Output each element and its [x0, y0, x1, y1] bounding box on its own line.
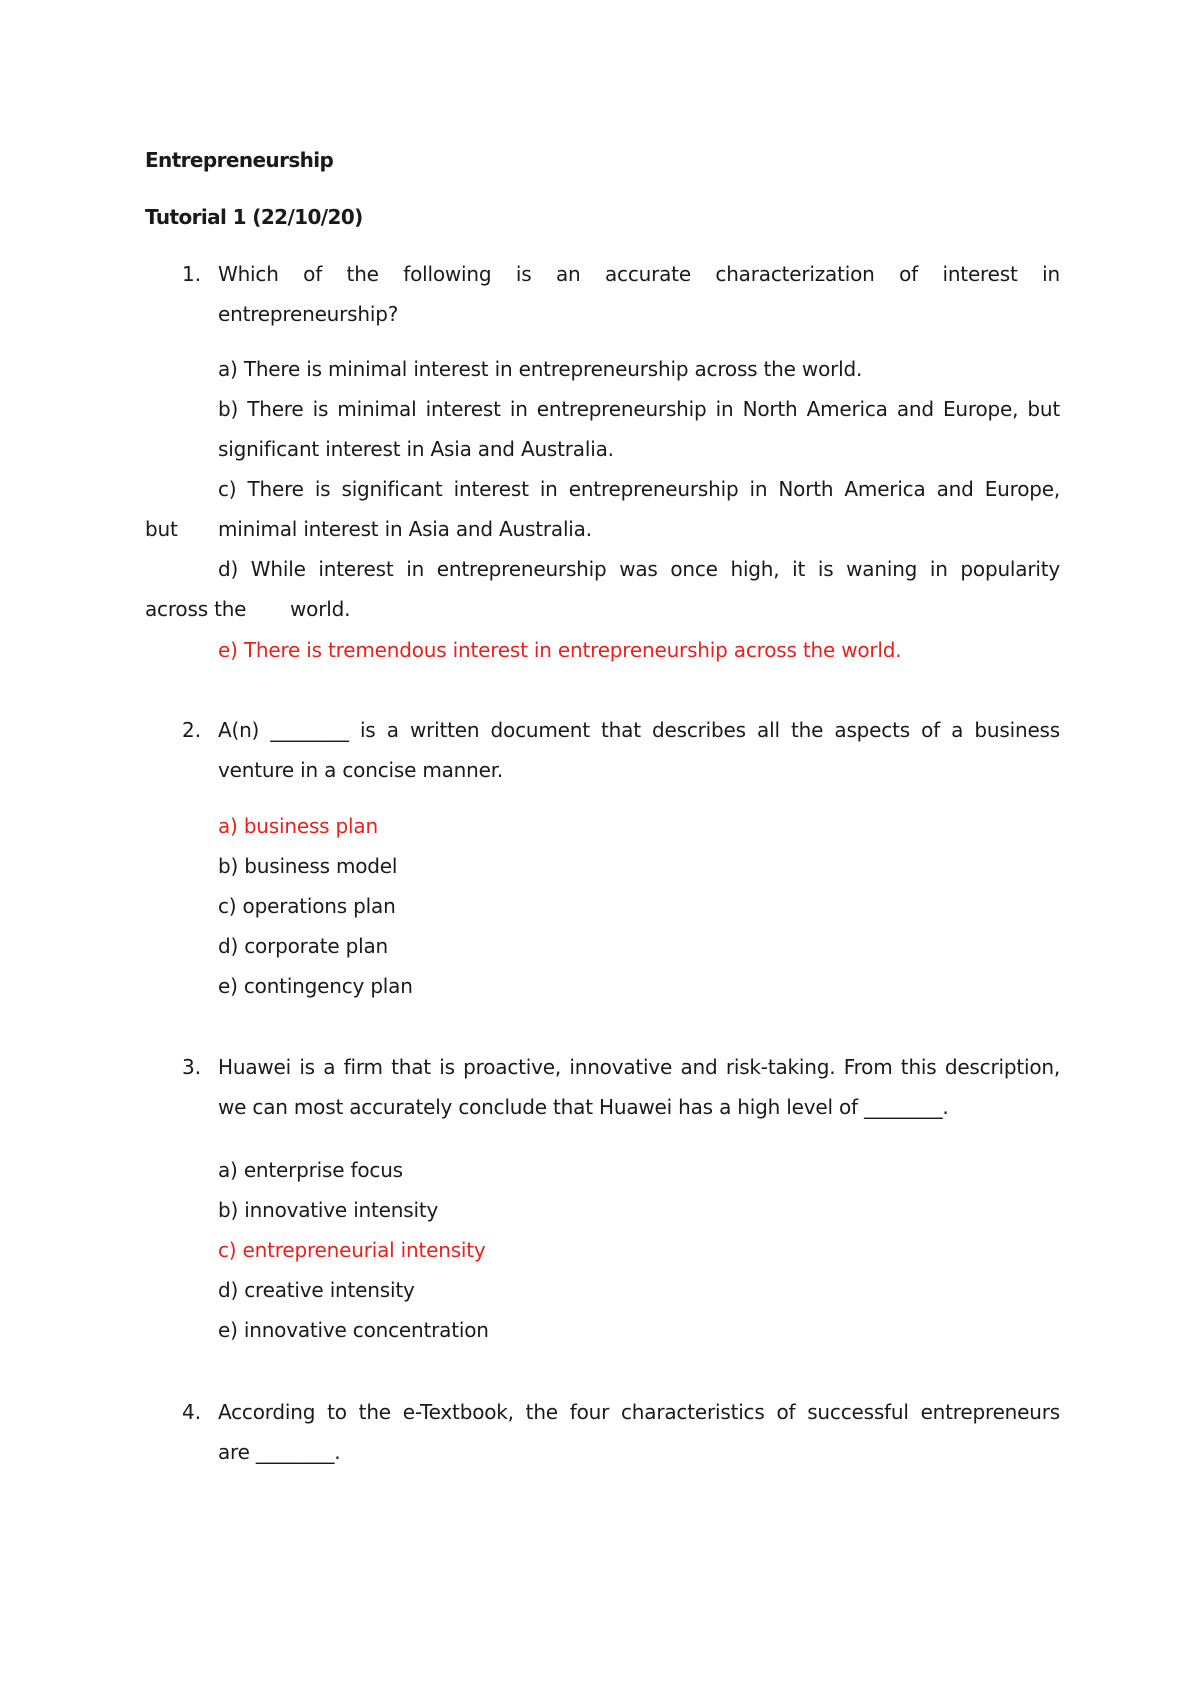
word: entrepreneurs: [920, 1400, 1060, 1424]
word: interest: [942, 262, 1018, 286]
word: is: [515, 262, 532, 286]
word: in: [1042, 262, 1060, 286]
question-2-option-e: e) contingency plan: [218, 974, 413, 998]
word: the: [358, 1400, 391, 1424]
word: successful: [807, 1400, 909, 1424]
word: four: [569, 1400, 610, 1424]
question-1-line-1: [218, 262, 1060, 286]
question-4-line-1: [218, 1400, 1060, 1424]
question-1-line-2: entrepreneurship?: [218, 302, 399, 326]
question-3-option-a: a) enterprise focus: [218, 1158, 403, 1182]
word: of: [776, 1400, 796, 1424]
question-1-option-d-line-2: world.: [290, 597, 351, 621]
question-2-line-2: venture in a concise manner.: [218, 758, 504, 782]
question-2-option-b: b) business model: [218, 854, 398, 878]
word: Which: [218, 262, 279, 286]
question-1-option-a: a) There is minimal interest in entrepreneurship across the world.: [218, 357, 863, 381]
question-2-line-1: A(n) ________ is a written document that describes all the aspects of a business: [218, 718, 1060, 742]
word: According: [218, 1400, 316, 1424]
question-3-option-d: d) creative intensity: [218, 1278, 415, 1302]
word: an: [555, 262, 581, 286]
word: of: [899, 262, 918, 286]
word: following: [403, 262, 492, 286]
question-3-option-e: e) innovative concentration: [218, 1318, 489, 1342]
page-title: Entrepreneurship: [145, 148, 334, 172]
question-2-option-a-answer: a) business plan: [218, 814, 378, 838]
word: accurate: [604, 262, 691, 286]
question-3-line-1: Huawei is a firm that is proactive, innovative and risk-taking. From this description,: [218, 1055, 1060, 1079]
question-1-option-e-answer: e) There is tremendous interest in entrepreneurship across the world.: [218, 638, 902, 662]
word: characteristics: [621, 1400, 765, 1424]
question-4-number: 4.: [182, 1400, 202, 1424]
word: characterization: [715, 262, 875, 286]
question-3-option-c-answer: c) entrepreneurial intensity: [218, 1238, 486, 1262]
word: of: [303, 262, 323, 286]
word: the: [525, 1400, 558, 1424]
question-2-option-c: c) operations plan: [218, 894, 396, 918]
word: to: [327, 1400, 347, 1424]
question-1-option-d-line-1: d) While interest in entrepreneurship was once high, it is waning in popularity: [218, 557, 1060, 581]
question-1-option-d-wrap: across the: [145, 597, 247, 621]
question-2-number: 2.: [182, 718, 202, 742]
question-1-option-c-wrap: but: [145, 517, 178, 541]
question-4-line-2: are ________.: [218, 1440, 341, 1464]
question-3-line-2: we can most accurately conclude that Huawei has a high level of ________.: [218, 1095, 949, 1119]
word: e-Textbook,: [402, 1400, 514, 1424]
question-2-option-d: d) corporate plan: [218, 934, 389, 958]
question-1-option-c-line-2: minimal interest in Asia and Australia.: [218, 517, 592, 541]
question-1-option-c-line-1: c) There is significant interest in entrepreneurship in North America and Europe,: [218, 477, 1060, 501]
tutorial-heading: Tutorial 1 (22/10/20): [145, 205, 363, 229]
question-3-number: 3.: [182, 1055, 202, 1079]
question-1-number: 1.: [182, 262, 202, 286]
question-1-option-b-line-2: significant interest in Asia and Australia.: [218, 437, 614, 461]
question-1-option-b-line-1: b) There is minimal interest in entrepreneurship in North America and Europe, but: [218, 397, 1060, 421]
question-3-option-b: b) innovative intensity: [218, 1198, 439, 1222]
word: the: [346, 262, 379, 286]
